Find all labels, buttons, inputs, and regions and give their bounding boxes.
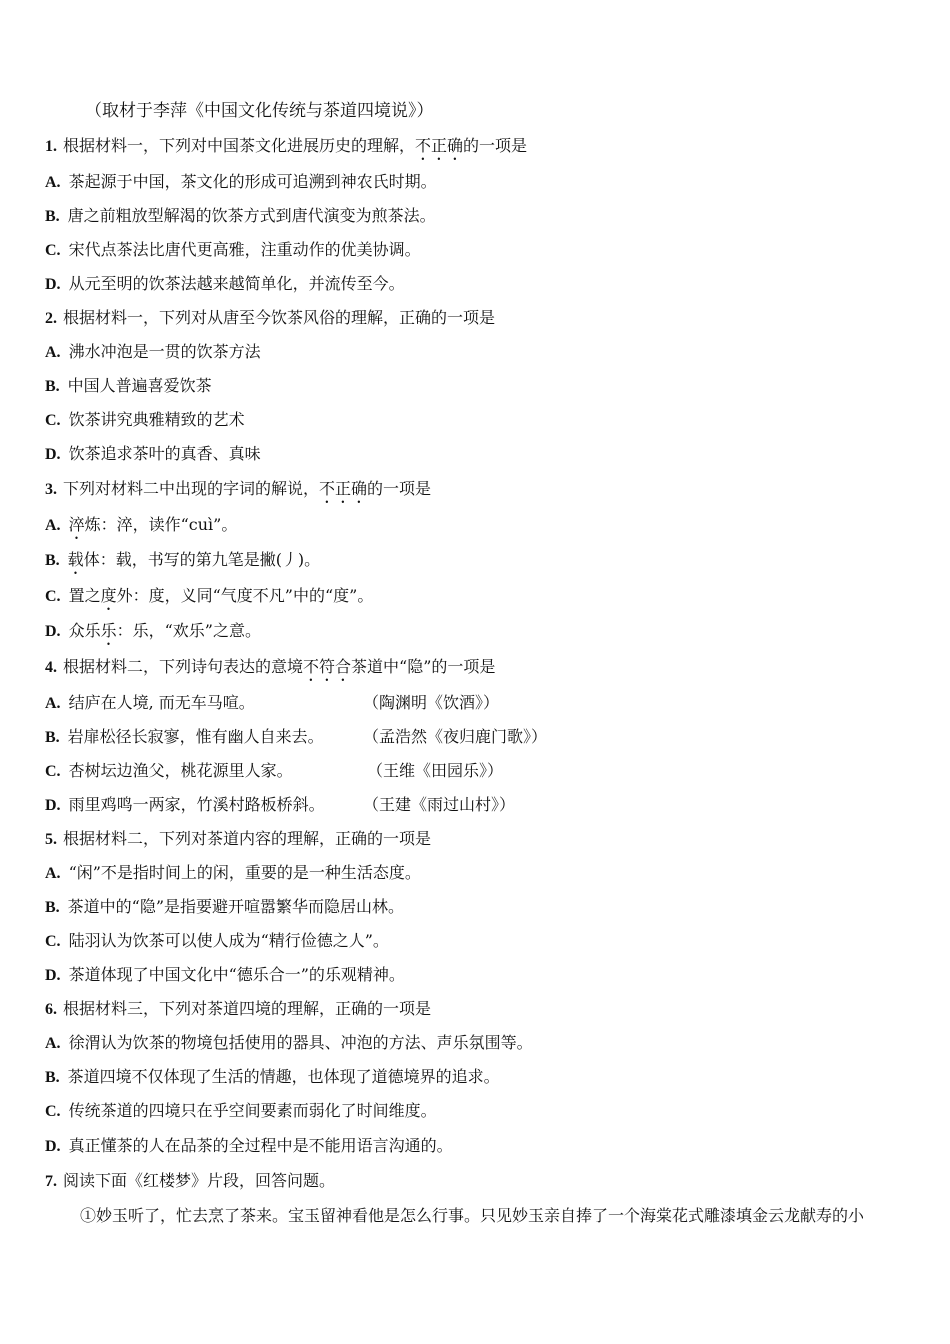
option-c — [45, 760, 905, 783]
question-number: 2. — [45, 310, 57, 327]
stem-text: 根据材料三，下列对茶道四境的理解，正确的一项是 — [63, 999, 432, 1018]
option-a — [45, 171, 437, 194]
stem-text: 茶道中“隐”的一项是 — [351, 657, 496, 676]
option-b — [45, 375, 212, 398]
option-text: 炼：淬，读作“cuì”。 — [84, 515, 238, 534]
question-6-stem — [45, 998, 431, 1021]
option-c — [45, 239, 421, 262]
poem-source: （王维《田园乐》） — [367, 761, 504, 780]
option-b — [45, 1066, 500, 1089]
question-1-stem — [45, 135, 527, 164]
option-a — [45, 692, 905, 715]
option-letter: B. — [45, 552, 60, 569]
question-number: 5. — [45, 831, 57, 848]
option-letter: B. — [45, 1069, 60, 1086]
option-letter: B. — [45, 729, 60, 746]
option-text: 徐渭认为饮茶的物境包括使用的器具、冲泡的方法、声乐氛围等。 — [68, 1033, 533, 1052]
option-text: 茶道中的“隐”是指要避开喧嚣繁华而隐居山林。 — [67, 897, 405, 916]
option-text: 饮茶讲究典雅精致的艺术 — [68, 410, 245, 429]
stem-text: 根据材料二，下列对茶道内容的理解，正确的一项是 — [63, 829, 432, 848]
option-letter: D. — [45, 623, 61, 640]
option-b — [45, 726, 905, 749]
option-text: 茶道四境不仅体现了生活的情趣，也体现了道德境界的追求。 — [67, 1067, 500, 1086]
option-c — [45, 585, 373, 614]
option-d — [45, 620, 261, 649]
option-d — [45, 1135, 453, 1158]
option-d — [45, 964, 405, 987]
question-number: 3. — [45, 481, 57, 498]
stem-text: 根据材料二，下列诗句表达的意境 — [63, 657, 304, 676]
option-letter: C. — [45, 588, 61, 605]
question-2-stem — [45, 307, 495, 330]
option-b — [45, 896, 404, 919]
option-b — [45, 549, 320, 578]
option-letter: C. — [45, 1103, 61, 1120]
option-text: 宋代点茶法比唐代更高雅，注重动作的优美协调。 — [68, 240, 421, 259]
option-text: 雨里鸡鸣一两家，竹溪村路板桥斜。 — [68, 795, 325, 814]
stem-text: 的一项是 — [367, 479, 432, 498]
option-letter: A. — [45, 517, 61, 534]
option-letter: C. — [45, 242, 61, 259]
option-letter: D. — [45, 967, 61, 984]
option-text: 陆羽认为饮茶可以使人成为“精行俭德之人”。 — [68, 931, 389, 950]
emphasis-char: 载 — [67, 550, 84, 569]
poem-source: （孟浩然《夜归鹿门歌》） — [363, 727, 548, 746]
question-number: 1. — [45, 138, 57, 155]
option-text: 外：度，义同“气度不凡”中的“度”。 — [116, 586, 374, 605]
option-letter: D. — [45, 446, 61, 463]
option-text: 体：载，书写的第九笔是撇(丿)。 — [83, 550, 321, 569]
option-letter: A. — [45, 344, 61, 361]
emphasis-text: 不符合 — [303, 657, 352, 676]
stem-text: 的一项是 — [463, 136, 528, 155]
emphasis-text: 不正确 — [415, 136, 464, 155]
option-a — [45, 514, 237, 543]
emphasis-char: 淬 — [68, 515, 85, 534]
question-number: 6. — [45, 1001, 57, 1018]
stem-text: 下列对材料二中出现的字词的解说， — [63, 479, 320, 498]
option-letter: A. — [45, 174, 61, 191]
option-d — [45, 794, 905, 817]
option-text: 真正懂茶的人在品茶的全过程中是不能用语言沟通的。 — [68, 1136, 453, 1155]
option-text: 从元至明的饮茶法越来越简单化，并流传至今。 — [68, 274, 405, 293]
option-text: 杏树坛边渔父，桃花源里人家。 — [68, 761, 293, 780]
option-letter: A. — [45, 1035, 61, 1052]
question-number: 4. — [45, 659, 57, 676]
option-c — [45, 1100, 437, 1123]
emphasis-char: 度 — [100, 586, 117, 605]
passage-paragraph: ①妙玉听了，忙去烹了茶来。宝玉留神看他是怎么行事。只见妙玉亲自捧了一个海棠花式雕漆填金云龙献寿的小 — [80, 1206, 865, 1225]
option-b — [45, 205, 436, 228]
option-letter: D. — [45, 276, 61, 293]
option-text: ：乐，“欢乐”之意。 — [116, 621, 261, 640]
emphasis-text: 不正确 — [319, 479, 368, 498]
question-5-stem — [45, 828, 431, 851]
option-text: 众乐 — [68, 621, 101, 640]
option-a — [45, 341, 261, 364]
option-text: 饮茶追求茶叶的真香、真味 — [68, 444, 261, 463]
option-text: 茶起源于中国，茶文化的形成可追溯到神农氏时期。 — [68, 172, 437, 191]
option-c — [45, 409, 245, 432]
question-number: 7. — [45, 1173, 57, 1190]
question-7-stem — [45, 1170, 335, 1193]
option-text: 沸水冲泡是一贯的饮茶方法 — [68, 342, 261, 361]
option-letter: B. — [45, 378, 60, 395]
option-letter: C. — [45, 933, 61, 950]
option-a — [45, 1032, 533, 1055]
question-4-stem — [45, 656, 495, 685]
option-c — [45, 930, 389, 953]
option-text: 岩扉松径长寂寥，惟有幽人自来去。 — [67, 727, 324, 746]
option-letter: A. — [45, 695, 61, 712]
option-text: “闲”不是指时间上的闲，重要的是一种生活态度。 — [68, 863, 421, 882]
stem-text: 阅读下面《红楼梦》片段，回答问题。 — [63, 1171, 336, 1190]
option-letter: D. — [45, 797, 61, 814]
poem-source: （陶渊明《饮酒》） — [363, 693, 500, 712]
option-text: 结庐在人境, 而无车马喧。 — [68, 693, 255, 712]
option-letter: D. — [45, 1138, 61, 1155]
stem-text: 根据材料一，下列对从唐至今饮茶风俗的理解，正确的一项是 — [63, 308, 496, 327]
option-d — [45, 443, 261, 466]
option-text: 中国人普遍喜爱饮茶 — [67, 376, 212, 395]
option-text: 茶道体现了中国文化中“德乐合一”的乐观精神。 — [68, 965, 405, 984]
question-3-stem — [45, 478, 431, 507]
option-d — [45, 273, 405, 296]
poem-source: （王建《雨过山村》） — [363, 795, 516, 814]
option-letter: B. — [45, 208, 60, 225]
option-letter: C. — [45, 412, 61, 429]
stem-text: 根据材料一，下列对中国茶文化进展历史的理解， — [63, 136, 416, 155]
option-text: 置之 — [68, 586, 101, 605]
option-letter: C. — [45, 763, 61, 780]
option-letter: B. — [45, 899, 60, 916]
option-text: 唐之前粗放型解渴的饮茶方式到唐代演变为煎茶法。 — [67, 206, 436, 225]
option-text: 传统茶道的四境只在乎空间要素而弱化了时间维度。 — [68, 1101, 437, 1120]
emphasis-char: 乐 — [100, 621, 117, 640]
option-a — [45, 862, 421, 885]
option-letter: A. — [45, 865, 61, 882]
source-citation: （取材于李萍《中国文化传统与茶道四境说》） — [85, 101, 434, 121]
